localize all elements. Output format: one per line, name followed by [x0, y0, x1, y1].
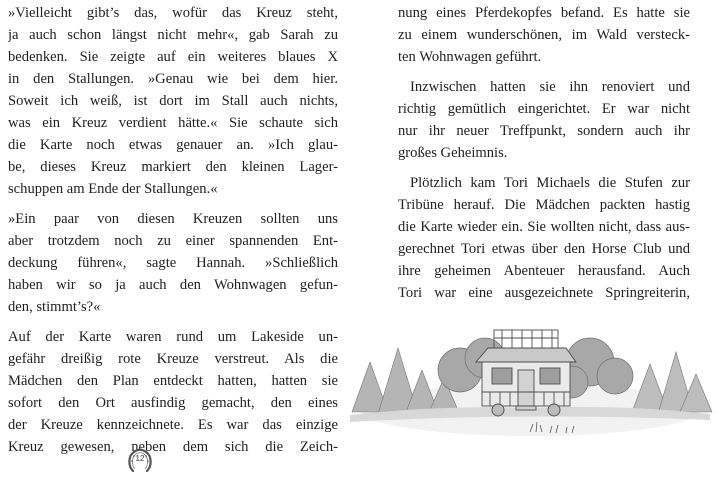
text-line: bedenken. Sie zeigte auf ein weiteres blaues X	[8, 49, 338, 65]
text-line: zu einem wunderschönen, im Wald versteck-	[398, 27, 690, 43]
text-line: ihre geheimen Abenteuer herausfand. Auch	[398, 263, 690, 279]
text-line: haben wir so ja auch den Wohnwagen gefun-	[8, 277, 338, 293]
text-line: großes Geheimnis.	[398, 145, 508, 161]
left-page-text	[8, 2, 338, 458]
forest-wagon-illustration	[340, 300, 720, 450]
text-line: gefähr dreißig rote Kreuze verstreut. Als die	[8, 351, 338, 367]
text-line: ja auch schon längst nicht mehr«, gab Sarah zu	[8, 27, 338, 43]
text-line: Mädchen den Plan entdeckt hatten, hatten sie	[8, 373, 338, 389]
text-line: aber trotzdem noch zu einer spannenden Ent-	[8, 233, 338, 249]
page-number-ornament	[125, 447, 155, 477]
text-line: Kreuz gewesen, neben dem sich die Zeich-	[8, 439, 338, 455]
text-line: Auf der Karte waren rund um Lakeside un-	[8, 329, 338, 345]
text-line: ten Wohnwagen geführt.	[398, 49, 542, 65]
page-number: 12	[135, 454, 145, 463]
text-line: der Kreuze kennzeichnete. Es war das einzige	[8, 417, 338, 433]
text-line: Plötzlich kam Tori Michaels die Stufen zur	[410, 175, 690, 191]
paragraph	[398, 2, 690, 68]
paragraph	[8, 208, 338, 318]
text-line: Tori war eine ausgezeichnete Springreiterin,	[398, 285, 690, 301]
text-line: deckung führen«, sagte Hannah. »Schließlich	[8, 255, 338, 271]
paragraph	[398, 76, 690, 164]
text-line: schuppen am Ende der Stallungen.«	[8, 181, 218, 197]
text-line: die Karte wieder ein. Sie wollten nicht, dass aus-	[398, 219, 690, 235]
text-line: »Vielleicht gibt’s das, wofür das Kreuz steht,	[8, 5, 338, 21]
text-line: richtig gemütlich eingerichtet. Er war nicht	[398, 101, 690, 117]
text-line: be, dieses Kreuz markiert den kleinen Lager-	[8, 159, 338, 175]
right-page-text	[398, 2, 690, 304]
text-line: sofort den Ort ausfindig gemacht, den eines	[8, 395, 338, 411]
text-line: die Karte noch etwas genauer an. »Ich glau-	[8, 137, 338, 153]
text-line: Soweit ich weiß, ist dort im Stall auch nichts,	[8, 93, 338, 109]
paragraph	[8, 326, 338, 458]
paragraph	[398, 172, 690, 304]
text-line: was ein Kreuz verdient hätte.« Sie schaute sich	[8, 115, 338, 131]
text-line: Inzwischen hatten sie ihn renoviert und	[410, 79, 690, 95]
text-line: »Ein paar von diesen Kreuzen sollten uns	[8, 211, 338, 227]
text-line: nur ihr neuer Treffpunkt, sondern auch ihr	[398, 123, 690, 139]
text-line: den, stimmt’s?«	[8, 299, 101, 315]
text-line: Tribüne herauf. Die Mädchen packten hastig	[398, 197, 690, 213]
text-line: gerechnet Tori etwas über den Horse Club und	[398, 241, 690, 257]
text-line: in den Stallungen. »Genau wie bei dem hier.	[8, 71, 338, 87]
paragraph	[8, 2, 338, 200]
text-line: nung eines Pferdekopfes befand. Es hatte sie	[398, 5, 690, 21]
